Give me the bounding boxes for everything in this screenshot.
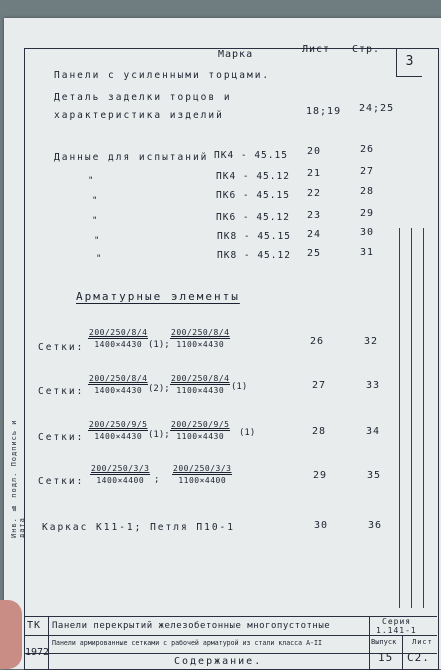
test-row-list: 21 (307, 168, 322, 179)
test-row-page: 31 (360, 247, 375, 258)
mesh-quantity: (1) (231, 382, 248, 392)
mesh-fraction-denominator: 1400×4430 (94, 386, 143, 395)
mesh-list: 28 (312, 426, 327, 437)
mesh-fraction-denominator: 1400×4430 (94, 432, 143, 441)
test-row-mark: ПК8 - 45.12 (217, 250, 291, 261)
stamp-content: Содержание. (174, 656, 263, 667)
test-row-list: 23 (307, 210, 322, 221)
mesh-page: 32 (364, 336, 379, 347)
mesh-fraction-numerator: 200/250/3/3 (173, 464, 232, 473)
mesh-fraction (90, 464, 150, 485)
mesh-quantity: (2); (148, 384, 170, 394)
stamp-title: Панели перекрытий железобетонные многопустотные (52, 621, 331, 631)
frame-loop-list: 30 (314, 520, 329, 531)
mesh-quantity: ; (154, 475, 160, 485)
side-note: Инв. № подл. Подпись и дата (10, 419, 26, 538)
mesh-fraction-numerator: 200/250/8/4 (89, 328, 148, 337)
stamp-issue-value: 15 (378, 651, 394, 664)
mesh-fraction (170, 374, 230, 395)
test-row-mark: ПК6 - 45.15 (216, 190, 290, 201)
mesh-label: Сетки: (38, 476, 85, 487)
mesh-fraction-denominator: 1100×4430 (176, 340, 225, 349)
mesh-fraction (88, 420, 148, 441)
test-row-mark: ПК8 - 45.15 (217, 231, 291, 242)
test-row-page: 27 (360, 166, 375, 177)
section-detail-page: 24;25 (359, 103, 395, 114)
test-row-list: 24 (307, 229, 322, 240)
mesh-list: 29 (313, 470, 328, 481)
stamp-issue-label: Выпуск (371, 638, 397, 646)
mesh-page: 35 (367, 470, 382, 481)
column-header-list: Лист (302, 44, 331, 55)
frame-loop-row: Каркас К11-1; Петля П10-1 (42, 522, 235, 533)
stamp-sheet-label: Лист (412, 638, 433, 646)
mesh-label: Сетки: (38, 432, 85, 443)
mesh-fraction (170, 420, 230, 441)
mesh-page: 33 (366, 380, 381, 391)
stamp-tk: ТК (27, 620, 42, 631)
test-row-list: 20 (307, 146, 322, 157)
ditto-mark: " (92, 216, 98, 226)
drawing-frame (24, 48, 439, 670)
mesh-label: Сетки: (38, 386, 85, 397)
ditto-mark: " (96, 254, 102, 264)
mesh-fraction-denominator: 1400×4400 (96, 476, 145, 485)
ditto-mark: " (88, 176, 94, 186)
mesh-fraction-denominator: 1100×4400 (178, 476, 227, 485)
mesh-page: 34 (366, 426, 381, 437)
mesh-fraction-numerator: 200/250/3/3 (91, 464, 150, 473)
test-row-list: 25 (307, 248, 322, 259)
mesh-list: 27 (312, 380, 327, 391)
mesh-fraction (88, 328, 148, 349)
test-data-label: Данные для испытаний (54, 152, 209, 163)
mesh-fraction-denominator: 1100×4430 (176, 432, 225, 441)
test-row-page: 26 (360, 144, 375, 155)
thumb (0, 600, 22, 669)
mesh-fraction (170, 328, 230, 349)
mesh-fraction-numerator: 200/250/8/4 (171, 374, 230, 383)
mesh-label: Сетки: (38, 342, 85, 353)
mesh-fraction (172, 464, 232, 485)
ditto-mark: " (92, 196, 98, 206)
test-row-page: 29 (360, 208, 375, 219)
reinforcement-title: Арматурные элементы (76, 290, 240, 303)
test-row-page: 28 (360, 186, 375, 197)
margin-columns (399, 228, 435, 608)
mesh-fraction-numerator: 200/250/8/4 (171, 328, 230, 337)
column-header-page: Стр. (352, 44, 381, 55)
stamp-sheet-value: С2. (407, 651, 430, 664)
test-row-mark: ПК6 - 45.12 (216, 212, 290, 223)
frame-loop-page: 36 (368, 520, 383, 531)
test-row-mark: ПК4 - 45.12 (216, 171, 290, 182)
mesh-list: 26 (310, 336, 325, 347)
mesh-fraction-denominator: 1400×4430 (94, 340, 143, 349)
stamp-subtitle: Панели армированные сетками с рабочей арматурой из стали класса А-II (52, 639, 322, 647)
mesh-quantity: (1); (148, 430, 170, 440)
title-block (24, 616, 437, 669)
section-detail-list: 18;19 (306, 106, 342, 117)
mesh-fraction-denominator: 1100×4430 (176, 386, 225, 395)
test-row-mark: ПК4 - 45.15 (214, 150, 288, 161)
section-detail-line2: характеристика изделий (54, 110, 224, 121)
mesh-quantity: (1) (239, 428, 256, 438)
sheet-number: 3 (396, 48, 422, 77)
stamp-series-label: Серия (382, 617, 412, 626)
stamp-year: 1972 (25, 647, 50, 658)
section-detail-line1: Деталь заделки торцов и (54, 92, 232, 103)
section-reinforced-panels: Панели с усиленными торцами. (54, 70, 271, 81)
test-row-list: 22 (307, 188, 322, 199)
mesh-fraction-numerator: 200/250/9/5 (89, 420, 148, 429)
test-row-page: 30 (360, 227, 375, 238)
ditto-mark: " (94, 236, 100, 246)
mesh-fraction-numerator: 200/250/8/4 (89, 374, 148, 383)
mesh-fraction-numerator: 200/250/9/5 (171, 420, 230, 429)
column-header-mark: Марка (218, 49, 254, 60)
document-sheet (4, 18, 441, 669)
stamp-series-value: 1.141-1 (376, 626, 417, 635)
mesh-fraction (88, 374, 148, 395)
mesh-quantity: (1); (148, 340, 170, 350)
